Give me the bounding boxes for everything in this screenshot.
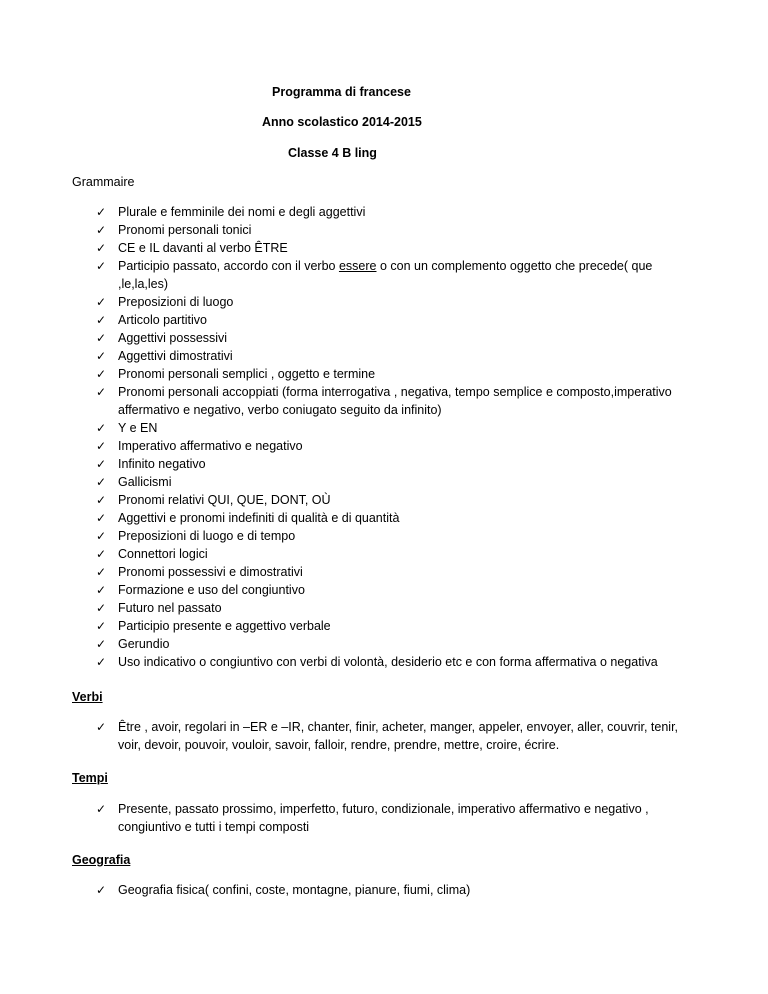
geografia-list bbox=[96, 881, 696, 899]
section-label-tempi: Tempi bbox=[72, 771, 108, 785]
list-item bbox=[96, 718, 696, 754]
list-item bbox=[96, 329, 696, 347]
check-icon: ✓ bbox=[96, 475, 107, 489]
list-item-text: Aggettivi e pronomi indefiniti di qualità e di quantità bbox=[118, 511, 400, 525]
section-label-verbi: Verbi bbox=[72, 690, 103, 704]
list-item-text: Formazione e uso del congiuntivo bbox=[118, 583, 305, 597]
list-item bbox=[96, 527, 696, 545]
check-icon: ✓ bbox=[96, 313, 107, 327]
list-item bbox=[96, 311, 696, 329]
check-icon: ✓ bbox=[96, 601, 107, 615]
list-item bbox=[96, 293, 696, 311]
check-icon: ✓ bbox=[96, 565, 107, 579]
verbi-list bbox=[96, 718, 696, 754]
list-item bbox=[96, 239, 696, 257]
list-item-text: Pronomi personali accoppiati (forma interrogativa , negativa, tempo semplice e composto,imperativo affermativo e negativo, verbo coniugato seguito da infinito) bbox=[118, 385, 672, 417]
list-item-text: Pronomi relativi QUI, QUE, DONT, OÙ bbox=[118, 493, 331, 507]
list-item-text: CE e IL davanti al verbo ÊTRE bbox=[118, 241, 288, 255]
list-item-text: Preposizioni di luogo e di tempo bbox=[118, 529, 296, 543]
list-item-text: Gallicismi bbox=[118, 475, 172, 489]
list-item-text: Gerundio bbox=[118, 637, 170, 651]
check-icon: ✓ bbox=[96, 241, 107, 255]
section-label-geografia: Geografia bbox=[72, 853, 131, 867]
list-item bbox=[96, 473, 696, 491]
check-icon: ✓ bbox=[96, 720, 107, 734]
list-item bbox=[96, 257, 696, 293]
check-icon: ✓ bbox=[96, 421, 107, 435]
list-item-text: Plurale e femminile dei nomi e degli aggettivi bbox=[118, 205, 366, 219]
list-item bbox=[96, 419, 696, 437]
list-item bbox=[96, 437, 696, 455]
check-icon: ✓ bbox=[96, 331, 107, 345]
list-item bbox=[96, 545, 696, 563]
check-icon: ✓ bbox=[96, 511, 107, 525]
list-item bbox=[96, 509, 696, 527]
check-icon: ✓ bbox=[96, 583, 107, 597]
tempi-list bbox=[96, 800, 696, 836]
list-item-text: Pronomi possessivi e dimostrativi bbox=[118, 565, 303, 579]
list-item bbox=[96, 491, 696, 509]
check-icon: ✓ bbox=[96, 367, 107, 381]
check-icon: ✓ bbox=[96, 385, 107, 399]
check-icon: ✓ bbox=[96, 295, 107, 309]
list-item-text: Pronomi personali semplici , oggetto e termine bbox=[118, 367, 376, 381]
list-item bbox=[96, 221, 696, 239]
list-item-text: Presente, passato prossimo, imperfetto, futuro, condizionale, imperativo affermativo e negativo , congiuntivo e tutti i tempi composti bbox=[118, 802, 649, 834]
check-icon: ✓ bbox=[96, 547, 107, 561]
list-item bbox=[96, 581, 696, 599]
list-item bbox=[96, 635, 696, 653]
check-icon: ✓ bbox=[96, 223, 107, 237]
check-icon: ✓ bbox=[96, 349, 107, 363]
list-item bbox=[96, 599, 696, 617]
list-item-text: Infinito negativo bbox=[118, 457, 206, 471]
school-year: Anno scolastico 2014-2015 bbox=[262, 115, 422, 129]
list-item-text: Aggettivi possessivi bbox=[118, 331, 228, 345]
check-icon: ✓ bbox=[96, 205, 107, 219]
list-item bbox=[96, 617, 696, 635]
check-icon: ✓ bbox=[96, 637, 107, 651]
check-icon: ✓ bbox=[96, 457, 107, 471]
list-item bbox=[96, 653, 696, 671]
check-icon: ✓ bbox=[96, 655, 107, 669]
list-item-text: Articolo partitivo bbox=[118, 313, 207, 327]
check-icon: ✓ bbox=[96, 619, 107, 633]
list-item-text: Participio passato, accordo con il verbo essere o con un complemento oggetto che precede( que ,le,la,les) bbox=[118, 259, 653, 291]
check-icon: ✓ bbox=[96, 802, 107, 816]
document-title: Programma di francese bbox=[272, 85, 411, 99]
list-item-text: Participio presente e aggettivo verbale bbox=[118, 619, 331, 633]
list-item bbox=[96, 800, 696, 836]
list-item-text: Y e EN bbox=[118, 421, 158, 435]
list-item bbox=[96, 881, 696, 899]
list-item-text: Preposizioni di luogo bbox=[118, 295, 234, 309]
check-icon: ✓ bbox=[96, 439, 107, 453]
list-item bbox=[96, 383, 696, 419]
list-item-text: Imperativo affermativo e negativo bbox=[118, 439, 303, 453]
list-item-text: Être , avoir, regolari in –ER e –IR, chanter, finir, acheter, manger, appeler, envoyer, aller, couvrir, tenir, voir, devoir, pouvoir, vouloir, savoir, falloir, rendre, prendre, mettre, croire, écrire. bbox=[118, 720, 679, 752]
list-item bbox=[96, 455, 696, 473]
check-icon: ✓ bbox=[96, 493, 107, 507]
list-item-text: Futuro nel passato bbox=[118, 601, 222, 615]
list-item-text: Aggettivi dimostrativi bbox=[118, 349, 233, 363]
list-item bbox=[96, 347, 696, 365]
list-item-text: Pronomi personali tonici bbox=[118, 223, 252, 237]
list-item bbox=[96, 365, 696, 383]
check-icon: ✓ bbox=[96, 529, 107, 543]
list-item bbox=[96, 203, 696, 221]
grammaire-list bbox=[96, 203, 696, 671]
section-label-grammaire: Grammaire bbox=[72, 175, 135, 189]
list-item-text: Uso indicativo o congiuntivo con verbi di volontà, desiderio etc e con forma affermativa o negativa bbox=[118, 655, 658, 669]
list-item bbox=[96, 563, 696, 581]
list-item-text: Connettori logici bbox=[118, 547, 208, 561]
class-name: Classe 4 B ling bbox=[288, 146, 377, 160]
check-icon: ✓ bbox=[96, 883, 107, 897]
list-item-text: Geografia fisica( confini, coste, montagne, pianure, fiumi, clima) bbox=[118, 883, 471, 897]
check-icon: ✓ bbox=[96, 259, 107, 273]
